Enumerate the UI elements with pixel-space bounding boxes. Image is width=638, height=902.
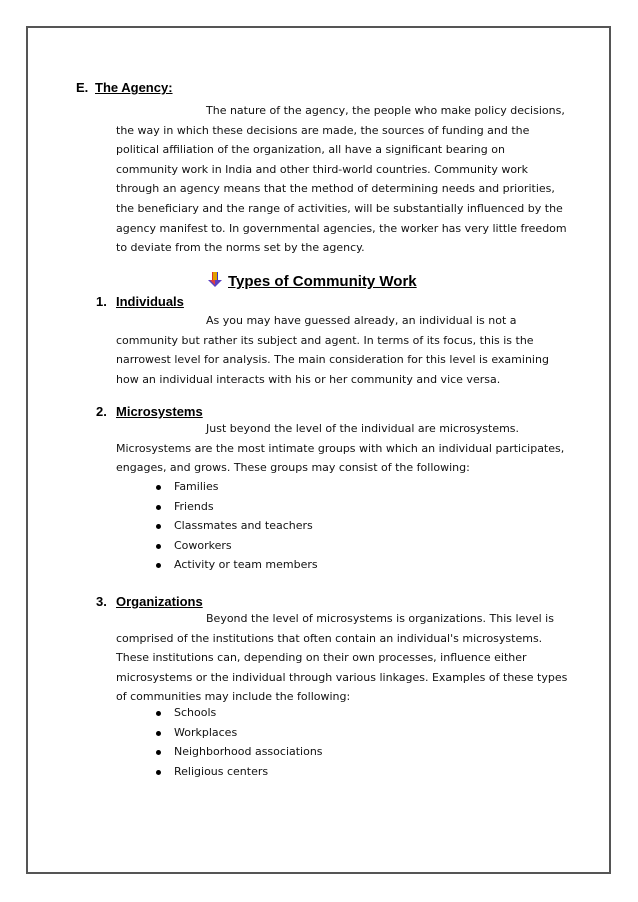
types-heading	[208, 272, 417, 290]
agency-title: The Agency:	[95, 80, 173, 95]
list-item: Workplaces	[154, 723, 323, 743]
agency-letter: E.	[76, 80, 89, 95]
microsystems-paragraph: Just beyond the level of the individual are microsystems. Microsystems are the most intimate groups with which an individual participates, engages, and grows. These groups may consist of the following:	[116, 422, 565, 475]
section-heading-individuals	[96, 294, 184, 309]
list-item: Friends	[154, 497, 318, 517]
bullet-icon	[156, 563, 161, 568]
agency-heading	[76, 80, 173, 95]
list-item: Families	[154, 477, 318, 497]
organizations-list	[154, 703, 323, 781]
bullet-icon	[156, 524, 161, 529]
bullet-icon	[156, 770, 161, 775]
types-title: Types of Community Work	[228, 273, 417, 290]
list-item: Coworkers	[154, 536, 318, 556]
arrow-down-icon	[208, 272, 222, 288]
section-title: Microsystems	[116, 404, 203, 419]
organizations-paragraph: Beyond the level of microsystems is organizations. This level is comprised of the institutions that often contain an individual's microsystems. These institutions can, depending on their own processes, influence either microsystems or the individual through various linkages. Examples of these types of communities may include the following:	[116, 612, 568, 704]
agency-paragraph: The nature of the agency, the people who make policy decisions, the way in which these decisions are made, the sources of funding and the political affiliation of the organization, all have a significant bearing on community work in India and other third-world countries. Community work through an agency means that the method of determining needs and priorities, the beneficiary and the range of activities, will be substantially influenced by the agency manifest to. In governmental agencies, the worker has very little freedom to deviate from the norms set by the agency.	[116, 104, 567, 255]
list-item: Schools	[154, 703, 323, 723]
list-item: Neighborhood associations	[154, 742, 323, 762]
section-heading-microsystems	[96, 404, 203, 419]
bullet-icon	[156, 505, 161, 510]
bullet-icon	[156, 711, 161, 716]
list-item: Classmates and teachers	[154, 516, 318, 536]
bullet-icon	[156, 731, 161, 736]
section-title: Individuals	[116, 294, 184, 309]
individuals-paragraph: As you may have guessed already, an individual is not a community but rather its subject and agent. In terms of its focus, this is the narrowest level for analysis. The main consideration for this level is examining how an individual interacts with his or her community and vice versa.	[116, 314, 549, 386]
list-item: Religious centers	[154, 762, 323, 782]
bullet-icon	[156, 544, 161, 549]
section-number: 1.	[96, 294, 107, 309]
section-number: 2.	[96, 404, 107, 419]
bullet-icon	[156, 750, 161, 755]
microsystems-list	[154, 477, 318, 575]
section-heading-organizations	[96, 594, 203, 609]
section-number: 3.	[96, 594, 107, 609]
bullet-icon	[156, 485, 161, 490]
list-item: Activity or team members	[154, 555, 318, 575]
section-title: Organizations	[116, 594, 203, 609]
